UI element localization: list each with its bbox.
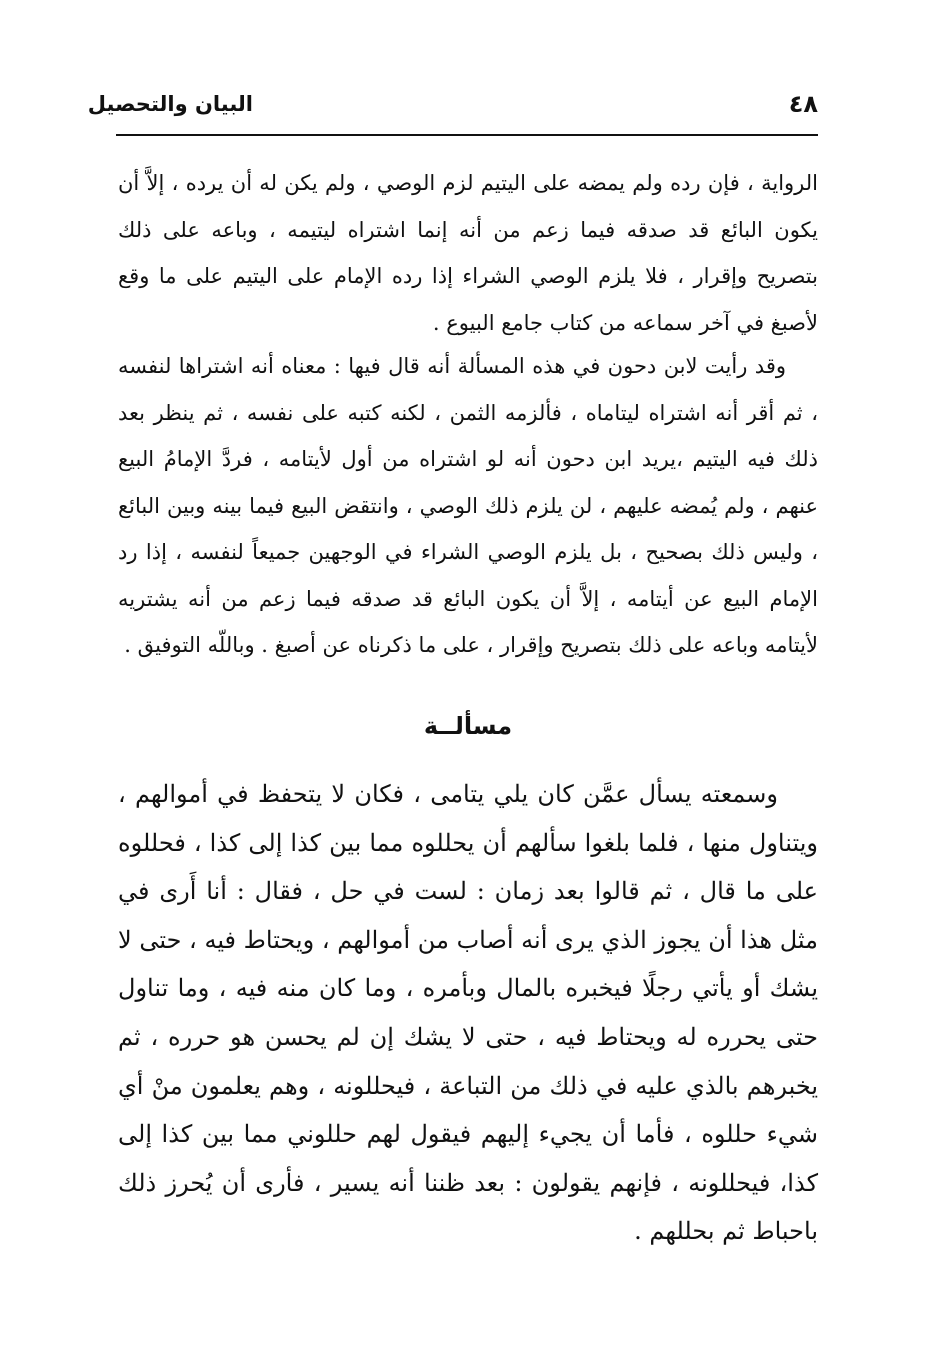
paragraph-1: الرواية ، فإن رده ولم يمضه على اليتيم لزم الوصي ، ولم يكن له أن يرده ، إلاَّ أن يكون البائع قد صدقه فيما زعم من أنه إنما اشتراه ليتيمه ، وباعه على ذلك بتصريح وإقرار ، فلا يلزم الوصي الشراء إذا رده الإمام على اليتيم على ما وقع لأصبغ في آخر سماعه من كتاب جامع البيوع . (118, 171, 818, 335)
running-title: البيان والتحصيل (87, 92, 253, 116)
paragraph-3: وسمعته يسأل عمَّن كان يلي يتامى ، فكان لا يتحفظ في أموالهم ، ويتناول منها ، فلما بلغوا سألهم أن يحللوه مما بين كذا إلى كذا ، فحللوه على ما قال ، ثم قالوا بعد زمان : لست في حل ، فقال : أنا أَرى في مثل هذا أن يجوز الذي يرى أنه أصاب من أموالهم ، ويحتاط فيه ، حتى لا يشك أو يأتي رجلًا فيخبره بالمال وبأمره ، وما كان منه فيه ، وما تناول حتى يحرره له ويحتاط فيه ، حتى لا يشك إن لم يحسن هو حرره ، ثم يخبرهم بالذي عليه في ذلك من التباعة ، فيحللونه ، وهم يعلمون منْ أي شيء حللوه ، فأما أن يجيء إليهم فيقول لهم حللوني مما بين كذا إلى كذا، فيحللونه ، فإنهم يقولون : بعد ظننا أنه يسير ، فأرى أن يُحرز ذلك باحباط ثم بحللهم . (118, 780, 819, 1246)
paragraph-2: وقد رأيت لابن دحون في هذه المسألة أنه قال فيها : معناه أنه اشتراها لنفسه ، ثم أقر أنه اشتراه ليتاماه ، فألزمه الثمن ، لكنه كتبه على نفسه ، ثم ينظر بعد ذلك فيه اليتيم ،يريد ابن دحون أنه لو اشتراه من أول لأيتامه ، فردَّ الإمامُ البيع عنهم ، ولم يُمضه عليهم ، لن يلزم ذلك الوصي ، وانتقض البيع فيما بينه وبين البائع ، وليس ذلك بصحيح ، بل يلزم الوصي الشراء في الوجهين جميعاً لنفسه ، إذا رد الإمام البيع عن أيتامه ، إلاَّ أن يكون البائع قد صدقه فيما زعم من أنه يشتريه لأيتامه وباعه على ذلك بتصريح وإقرار ، على ما ذكرناه عن أصبغ . وباللّه التوفيق . (118, 354, 818, 657)
page-header (87, 88, 818, 128)
header-divider (116, 134, 818, 136)
section-title: مسألــة (423, 712, 513, 740)
page-number: ٤٨ (788, 90, 818, 118)
